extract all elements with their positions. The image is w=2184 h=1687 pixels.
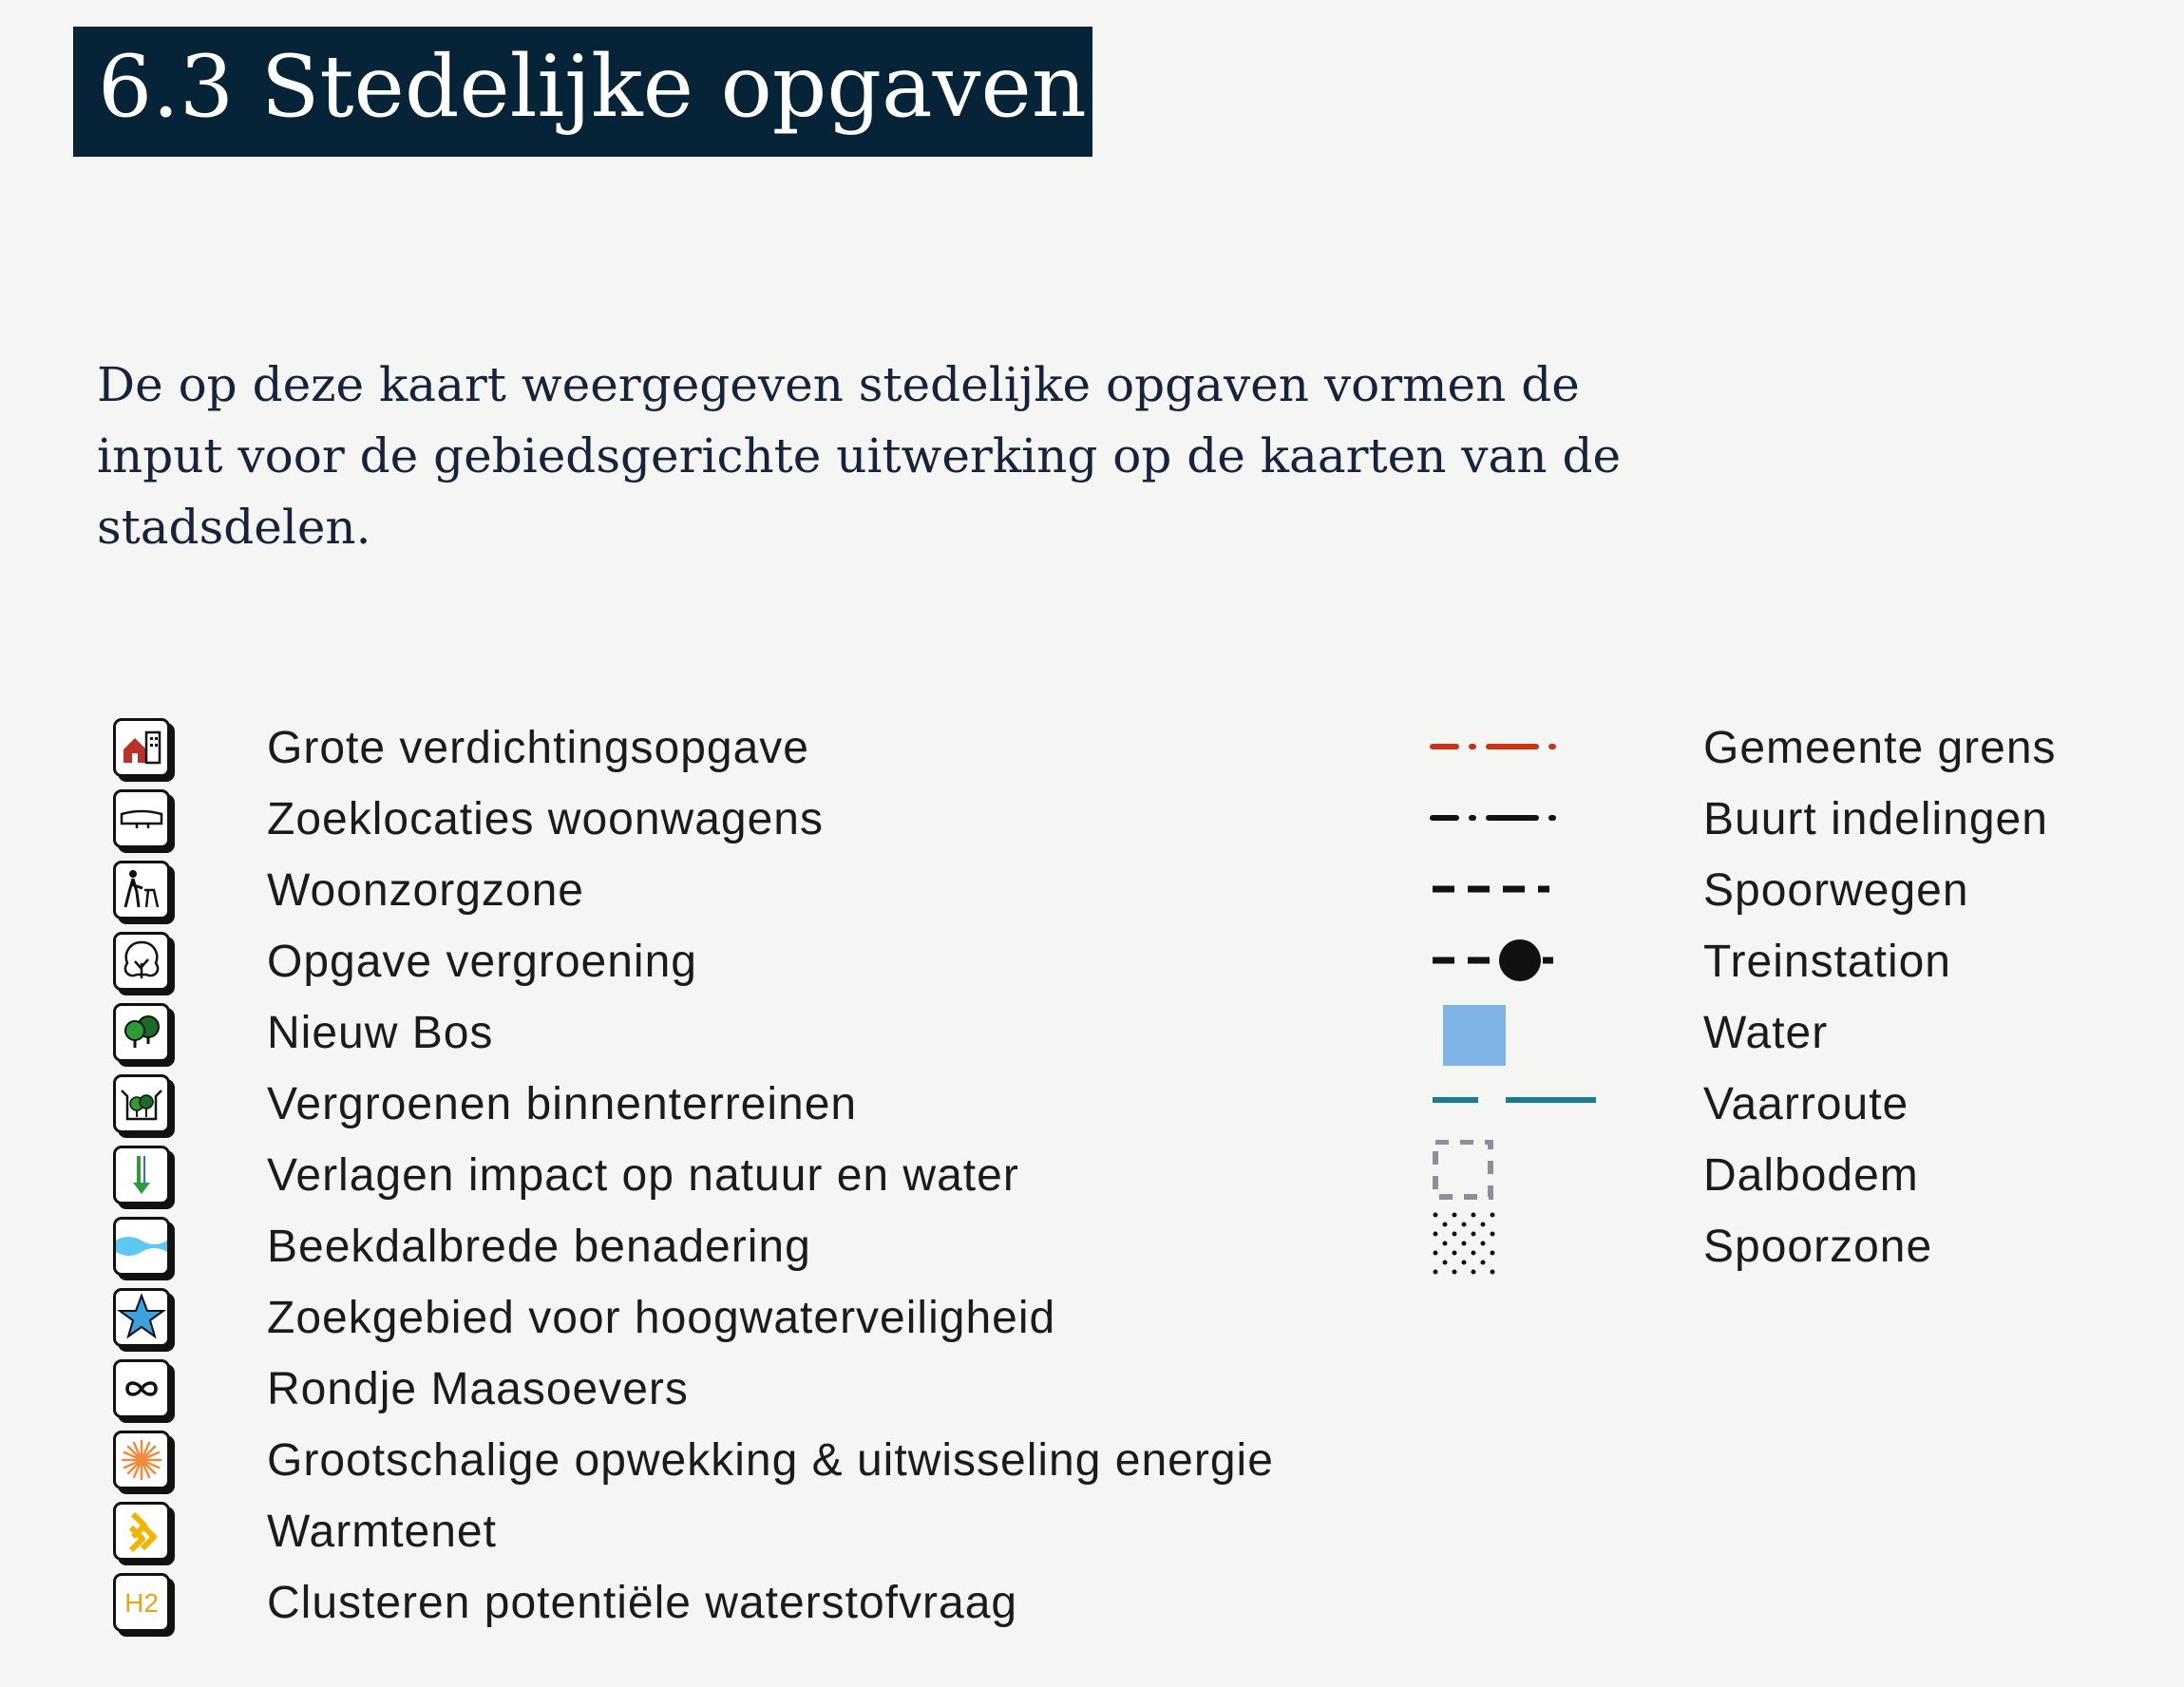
legend-label: Buurt indelingen: [1703, 794, 2048, 844]
trees-in-courtyard-icon: [113, 1074, 170, 1133]
legend-item-rondje-maasoevers: [110, 1354, 1345, 1425]
legend-label: Nieuw Bos: [267, 1008, 494, 1058]
legend-item-vergroenen-binnenterreinen: [110, 1069, 1345, 1140]
green-trees-icon: [113, 1003, 170, 1062]
blue-square-icon: [1430, 997, 1601, 1069]
legend-label: Warmtenet: [267, 1507, 497, 1557]
legend-label: Zoeklocaties woonwagens: [267, 794, 824, 844]
sunburst-icon: [113, 1431, 170, 1489]
legend-label: Rondje Maasoevers: [267, 1364, 689, 1414]
caravan-icon: [113, 789, 170, 848]
blue-star-icon: [113, 1288, 170, 1347]
legend-label: Gemeente grens: [1703, 723, 2057, 773]
grey-dashed-square-icon: [1430, 1140, 1601, 1211]
legend-label: Woonzorgzone: [267, 865, 584, 916]
legend-label: Verlagen impact op natuur en water: [267, 1150, 1019, 1201]
black-dashed-line-icon: [1430, 855, 1601, 926]
legend-item-verlagen-impact: [110, 1140, 1345, 1211]
legend-item-woonzorgzone: [110, 855, 1345, 926]
person-with-walker-icon: [113, 861, 170, 919]
legend-item-beekdalbrede-benadering: [110, 1211, 1345, 1282]
h2-icon-text: H2: [124, 1588, 159, 1618]
legend-item-spoorzone: [1430, 1211, 2095, 1282]
legend-item-dalbodem: [1430, 1140, 2095, 1211]
legend-label: Spoorwegen: [1703, 865, 1969, 916]
title-banner: [73, 27, 1092, 157]
legend-item-nieuw-bos: [110, 997, 1345, 1069]
legend-item-opgave-vergroening: [110, 926, 1345, 997]
infinity-icon: [113, 1359, 170, 1418]
legend-label: Water: [1703, 1008, 1829, 1058]
house-building-icon: [113, 718, 170, 777]
dotted-area-icon: [1430, 1211, 1601, 1282]
legend-label: Dalbodem: [1703, 1150, 1919, 1201]
legend-label: Treinstation: [1703, 937, 1951, 987]
legend-item-warmtenet: [110, 1496, 1345, 1567]
legend-item-vaarroute: [1430, 1069, 2095, 1140]
legend-item-buurt-indelingen: [1430, 784, 2095, 855]
legend-item-gemeente-grens: [1430, 712, 2095, 784]
legend-label: Vaarroute: [1703, 1079, 1909, 1129]
legend-label: Spoorzone: [1703, 1222, 1933, 1272]
green-down-arrow-icon: [113, 1146, 170, 1204]
black-dash-dot-line-icon: [1430, 784, 1601, 855]
legend-item-water: [1430, 997, 2095, 1069]
legend-label: Grote verdichtingsopgave: [267, 723, 809, 773]
red-dash-dot-line-icon: [1430, 712, 1601, 784]
legend-item-grootschalige-opwekking: [110, 1425, 1345, 1496]
legend-label: Grootschalige opwekking & uitwisseling energie: [267, 1435, 1274, 1486]
legend-label: Zoekgebied voor hoogwaterveiligheid: [267, 1293, 1056, 1343]
legend-item-clusteren-waterstofvraag: [110, 1567, 1345, 1639]
heat-chevrons-icon: [113, 1502, 170, 1561]
legend-item-zoekgebied-hoogwaterveiligheid: [110, 1282, 1345, 1354]
legend-label: Opgave vergroening: [267, 937, 697, 987]
h2-icon: [113, 1573, 170, 1632]
legend-item-grote-verdichtingsopgave: [110, 712, 1345, 784]
page-title: 6.3 Stedelijke opgaven: [98, 37, 1087, 137]
tree-outline-icon: [113, 932, 170, 991]
water-wave-icon: [113, 1217, 170, 1276]
dashed-line-with-dot-icon: [1430, 926, 1601, 997]
teal-dashed-line-icon: [1430, 1069, 1601, 1140]
legend-label: Vergroenen binnenterreinen: [267, 1079, 858, 1129]
legend-label: Clusteren potentiële waterstofvraag: [267, 1578, 1018, 1628]
intro-paragraph: De op deze kaart weergegeven stedelijke opgaven vormen de input voor de gebiedsgerichte uitwerking op de kaarten van de stadsdelen.: [97, 357, 1622, 555]
legend-item-treinstation: [1430, 926, 2095, 997]
legend-label: Beekdalbrede benadering: [267, 1222, 811, 1272]
legend-item-spoorwegen: [1430, 855, 2095, 926]
legend-item-zoeklocaties-woonwagens: [110, 784, 1345, 855]
